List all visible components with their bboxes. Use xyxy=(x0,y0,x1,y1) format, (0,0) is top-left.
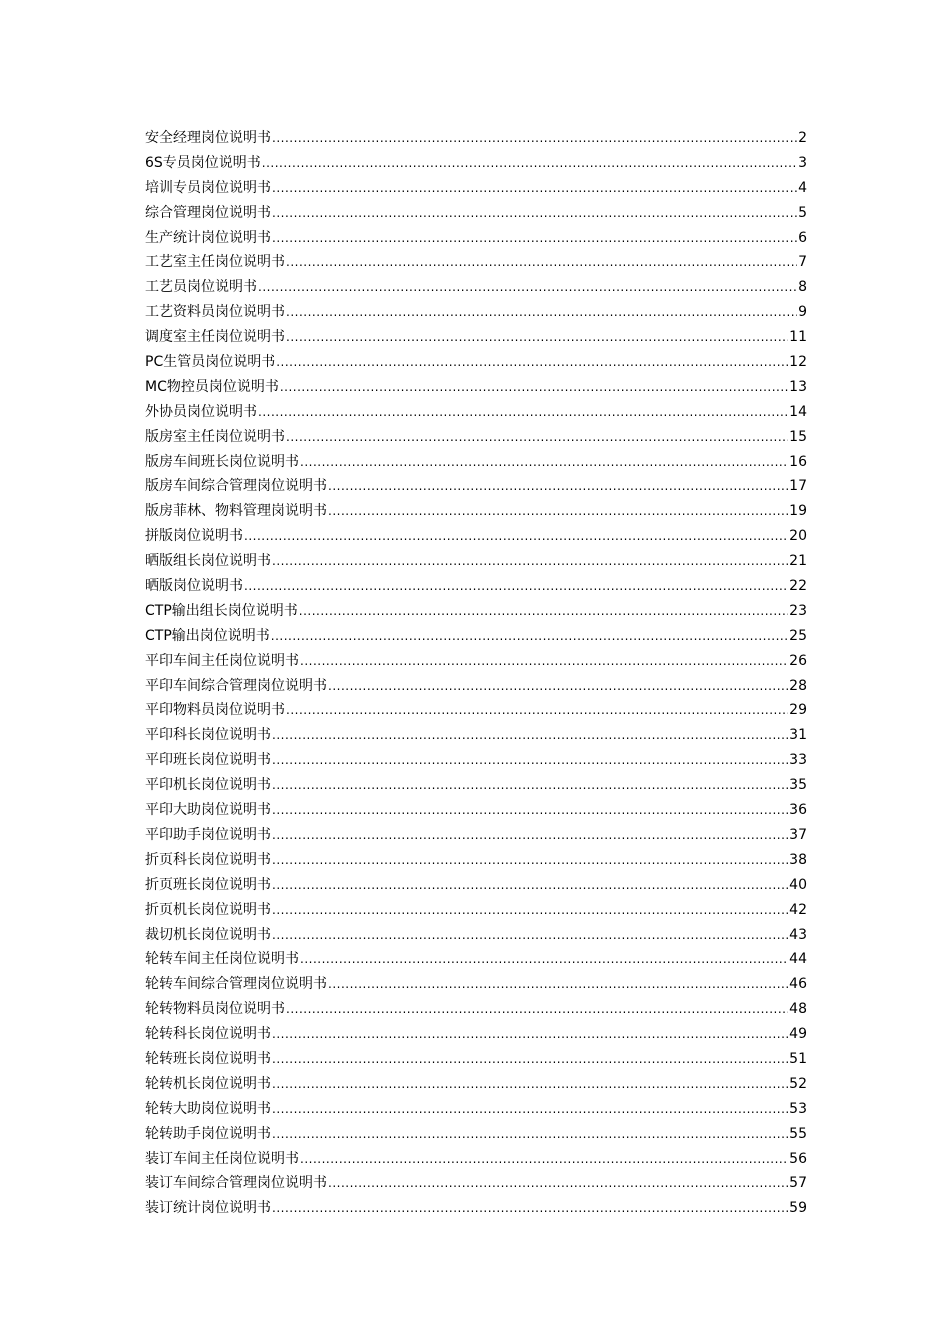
toc-dot-leader xyxy=(272,773,788,798)
toc-entry[interactable] xyxy=(145,450,807,475)
toc-entry[interactable] xyxy=(145,873,807,898)
toc-page-number[interactable]: 42 xyxy=(789,901,807,918)
toc-entry-title[interactable]: 装订车间综合管理岗位说明书 xyxy=(145,1175,327,1192)
toc-entry-title[interactable]: 晒版组长岗位说明书 xyxy=(145,553,271,570)
toc-entry[interactable] xyxy=(145,1072,807,1097)
toc-page-number[interactable]: 25 xyxy=(789,627,807,644)
toc-entry-title[interactable]: 装订车间主任岗位说明书 xyxy=(145,1150,299,1167)
toc-dot-leader xyxy=(272,748,788,773)
toc-page-number[interactable]: 40 xyxy=(789,876,807,893)
toc-page-number[interactable]: 9 xyxy=(798,304,807,321)
toc-entry-title[interactable]: 平印车间主任岗位说明书 xyxy=(145,652,299,669)
toc-entry-title[interactable]: 折页科长岗位说明书 xyxy=(145,851,271,868)
toc-page-number[interactable]: 43 xyxy=(789,926,807,943)
toc-dot-leader xyxy=(286,250,797,275)
toc-dot-leader xyxy=(272,873,788,898)
toc-dot-leader xyxy=(280,375,788,400)
toc-entry-title[interactable]: 工艺室主任岗位说明书 xyxy=(145,254,285,271)
toc-entry[interactable] xyxy=(145,574,807,599)
toc-entry-title[interactable]: 平印助手岗位说明书 xyxy=(145,826,271,843)
toc-dot-leader xyxy=(300,450,788,475)
toc-entry[interactable] xyxy=(145,1196,807,1221)
toc-dot-leader xyxy=(262,151,797,176)
toc-entry[interactable] xyxy=(145,176,807,201)
toc-dot-leader xyxy=(286,997,788,1022)
toc-entry[interactable] xyxy=(145,226,807,251)
toc-dot-leader xyxy=(276,350,788,375)
toc-dot-leader xyxy=(272,1047,788,1072)
toc-entry[interactable] xyxy=(145,1022,807,1047)
toc-entry[interactable] xyxy=(145,325,807,350)
toc-dot-leader xyxy=(328,674,788,699)
toc-entry[interactable] xyxy=(145,1097,807,1122)
toc-dot-leader xyxy=(272,201,797,226)
toc-entry-title[interactable]: CTP输出组长岗位说明书 xyxy=(145,602,298,619)
toc-entry-title[interactable]: 生产统计岗位说明书 xyxy=(145,229,271,246)
toc-page-number[interactable]: 19 xyxy=(789,503,807,520)
toc-dot-leader xyxy=(272,176,797,201)
toc-page-number[interactable]: 26 xyxy=(789,652,807,669)
toc-dot-leader xyxy=(286,325,788,350)
toc-entry[interactable] xyxy=(145,549,807,574)
toc-entry[interactable] xyxy=(145,400,807,425)
toc-entry[interactable] xyxy=(145,898,807,923)
toc-entry-title[interactable]: 综合管理岗位说明书 xyxy=(145,204,271,221)
toc-entry[interactable] xyxy=(145,375,807,400)
toc-entry-title[interactable]: 轮转车间主任岗位说明书 xyxy=(145,951,299,968)
toc-page-number[interactable]: 33 xyxy=(789,752,807,769)
toc-entry-title[interactable]: 拼版岗位说明书 xyxy=(145,528,243,545)
toc-page-number[interactable]: 13 xyxy=(789,378,807,395)
toc-page-number[interactable]: 37 xyxy=(789,826,807,843)
toc-page-number[interactable]: 28 xyxy=(789,677,807,694)
toc-page-number[interactable]: 8 xyxy=(798,279,807,296)
toc-page-number[interactable]: 7 xyxy=(798,254,807,271)
toc-entry-title[interactable]: 轮转大助岗位说明书 xyxy=(145,1100,271,1117)
toc-entry[interactable] xyxy=(145,674,807,699)
toc-dot-leader xyxy=(244,574,788,599)
toc-entry-title[interactable]: 外协员岗位说明书 xyxy=(145,403,257,420)
toc-dot-leader xyxy=(272,1196,788,1221)
toc-entry-title[interactable]: MC物控员岗位说明书 xyxy=(145,378,279,395)
toc-page-number[interactable]: 52 xyxy=(789,1075,807,1092)
toc-dot-leader xyxy=(328,1171,788,1196)
toc-page-number[interactable]: 56 xyxy=(789,1150,807,1167)
toc-dot-leader xyxy=(286,300,797,325)
toc-dot-leader xyxy=(272,823,788,848)
toc-entry[interactable] xyxy=(145,250,807,275)
toc-entry-title[interactable]: 轮转助手岗位说明书 xyxy=(145,1125,271,1142)
toc-dot-leader xyxy=(328,972,788,997)
toc-entry[interactable] xyxy=(145,151,807,176)
toc-page-number[interactable]: 51 xyxy=(789,1050,807,1067)
toc-dot-leader xyxy=(286,425,788,450)
toc-entry-title[interactable]: 轮转物料员岗位说明书 xyxy=(145,1001,285,1018)
toc-dot-leader xyxy=(272,898,788,923)
toc-dot-leader xyxy=(272,1122,788,1147)
toc-dot-leader xyxy=(271,624,788,649)
toc-entry[interactable] xyxy=(145,1122,807,1147)
toc-page-number[interactable]: 11 xyxy=(789,329,807,346)
toc-page-number[interactable]: 3 xyxy=(798,154,807,171)
toc-dot-leader xyxy=(272,723,788,748)
toc-dot-leader xyxy=(300,1147,788,1172)
toc-page-number[interactable]: 53 xyxy=(789,1100,807,1117)
toc-page-number[interactable]: 6 xyxy=(798,229,807,246)
toc-entry-title[interactable]: 平印大助岗位说明书 xyxy=(145,802,271,819)
toc-entry-title[interactable]: 平印班长岗位说明书 xyxy=(145,752,271,769)
toc-dot-leader xyxy=(272,798,788,823)
toc-entry-title[interactable]: 安全经理岗位说明书 xyxy=(145,130,271,146)
toc-entry-title[interactable]: 裁切机长岗位说明书 xyxy=(145,926,271,943)
toc-page-number[interactable]: 21 xyxy=(789,553,807,570)
toc-entry-title[interactable]: PC生管员岗位说明书 xyxy=(145,354,276,371)
toc-entry[interactable] xyxy=(145,923,807,948)
toc-page-number[interactable]: 36 xyxy=(789,802,807,819)
toc-entry[interactable] xyxy=(145,773,807,798)
toc-entry[interactable] xyxy=(145,947,807,972)
toc-page-number[interactable]: 2 xyxy=(798,130,807,146)
toc-page-number[interactable]: 12 xyxy=(789,354,807,371)
toc-entry-title[interactable]: 调度室主任岗位说明书 xyxy=(145,329,285,346)
toc-page-number[interactable]: 23 xyxy=(789,602,807,619)
toc-entry-title[interactable]: 轮转车间综合管理岗位说明书 xyxy=(145,976,327,993)
toc-page-number[interactable]: 38 xyxy=(789,851,807,868)
toc-entry-title[interactable]: 平印科长岗位说明书 xyxy=(145,727,271,744)
toc-dot-leader xyxy=(300,649,788,674)
toc-dot-leader xyxy=(328,474,788,499)
toc-page-number[interactable]: 31 xyxy=(789,727,807,744)
toc-entry[interactable] xyxy=(145,126,807,151)
toc-page-number[interactable]: 22 xyxy=(789,578,807,595)
toc-page-number[interactable]: 55 xyxy=(789,1125,807,1142)
toc-entry-title[interactable]: 平印机长岗位说明书 xyxy=(145,777,271,794)
toc-entry-title[interactable]: 装订统计岗位说明书 xyxy=(145,1200,271,1217)
toc-entry[interactable] xyxy=(145,649,807,674)
toc-dot-leader xyxy=(272,126,797,151)
toc-entry[interactable] xyxy=(145,624,807,649)
toc-entry[interactable] xyxy=(145,1147,807,1172)
toc-page-number[interactable]: 44 xyxy=(789,951,807,968)
toc-entry-title[interactable]: 轮转班长岗位说明书 xyxy=(145,1050,271,1067)
toc-page-number[interactable]: 35 xyxy=(789,777,807,794)
toc-entry[interactable] xyxy=(145,1171,807,1196)
toc-page-number[interactable]: 46 xyxy=(789,976,807,993)
toc-entry[interactable] xyxy=(145,798,807,823)
toc-entry-title[interactable]: 轮转机长岗位说明书 xyxy=(145,1075,271,1092)
toc-dot-leader xyxy=(299,599,788,624)
toc-entry[interactable] xyxy=(145,972,807,997)
toc-dot-leader xyxy=(272,1072,788,1097)
toc-page-number[interactable]: 14 xyxy=(789,403,807,420)
toc-page-number[interactable]: 4 xyxy=(798,179,807,196)
toc-entry[interactable] xyxy=(145,300,807,325)
toc-page-number[interactable]: 48 xyxy=(789,1001,807,1018)
toc-page-number[interactable]: 29 xyxy=(789,702,807,719)
toc-dot-leader xyxy=(272,1097,788,1122)
toc-dot-leader xyxy=(272,848,788,873)
toc-entry[interactable] xyxy=(145,474,807,499)
toc-page-number[interactable]: 49 xyxy=(789,1026,807,1043)
toc-page-number[interactable]: 57 xyxy=(789,1175,807,1192)
toc-entry[interactable] xyxy=(145,201,807,226)
toc-entry-title[interactable]: 培训专员岗位说明书 xyxy=(145,179,271,196)
toc-dot-leader xyxy=(286,698,788,723)
toc-page-number[interactable]: 5 xyxy=(798,204,807,221)
toc-entry[interactable] xyxy=(145,823,807,848)
toc-dot-leader xyxy=(272,1022,788,1047)
toc-entry-title[interactable]: 版房车间综合管理岗位说明书 xyxy=(145,478,327,495)
toc-entry-title[interactable]: 折页机长岗位说明书 xyxy=(145,901,271,918)
toc-page-number[interactable]: 17 xyxy=(789,478,807,495)
toc-entry-title[interactable]: 晒版岗位说明书 xyxy=(145,578,243,595)
toc-page-number[interactable]: 59 xyxy=(789,1200,807,1217)
toc-entry-title[interactable]: CTP输出岗位说明书 xyxy=(145,627,270,644)
toc-entry[interactable] xyxy=(145,524,807,549)
toc-page-number[interactable]: 15 xyxy=(789,428,807,445)
toc-dot-leader xyxy=(244,524,788,549)
toc-entry-title[interactable]: 版房菲林、物料管理岗说明书 xyxy=(145,503,327,520)
toc-page-number[interactable]: 20 xyxy=(789,528,807,545)
toc-entry[interactable] xyxy=(145,275,807,300)
toc-entry-title[interactable]: 6S专员岗位说明书 xyxy=(145,154,261,171)
toc-entry-title[interactable]: 平印物料员岗位说明书 xyxy=(145,702,285,719)
toc-dot-leader xyxy=(258,400,788,425)
toc-entry[interactable] xyxy=(145,499,807,524)
toc-dot-leader xyxy=(272,923,788,948)
toc-entry[interactable] xyxy=(145,748,807,773)
toc-entry[interactable] xyxy=(145,848,807,873)
toc-dot-leader xyxy=(272,226,797,251)
toc-entry[interactable] xyxy=(145,599,807,624)
toc-entry[interactable] xyxy=(145,698,807,723)
toc-entry-title[interactable]: 工艺资料员岗位说明书 xyxy=(145,304,285,321)
toc-entry-title[interactable]: 版房车间班长岗位说明书 xyxy=(145,453,299,470)
toc-entry[interactable] xyxy=(145,425,807,450)
toc-page-number[interactable]: 16 xyxy=(789,453,807,470)
toc-entry-title[interactable]: 平印车间综合管理岗位说明书 xyxy=(145,677,327,694)
toc-entry-title[interactable]: 折页班长岗位说明书 xyxy=(145,876,271,893)
toc-entry-title[interactable]: 轮转科长岗位说明书 xyxy=(145,1026,271,1043)
toc-entry-title[interactable]: 版房室主任岗位说明书 xyxy=(145,428,285,445)
toc-dot-leader xyxy=(328,499,788,524)
table-of-contents xyxy=(145,126,807,1221)
toc-entry-title[interactable]: 工艺员岗位说明书 xyxy=(145,279,257,296)
toc-entry[interactable] xyxy=(145,997,807,1022)
toc-dot-leader xyxy=(272,549,788,574)
toc-entry[interactable] xyxy=(145,723,807,748)
toc-entry[interactable] xyxy=(145,350,807,375)
toc-dot-leader xyxy=(258,275,797,300)
toc-entry[interactable] xyxy=(145,1047,807,1072)
toc-dot-leader xyxy=(300,947,788,972)
